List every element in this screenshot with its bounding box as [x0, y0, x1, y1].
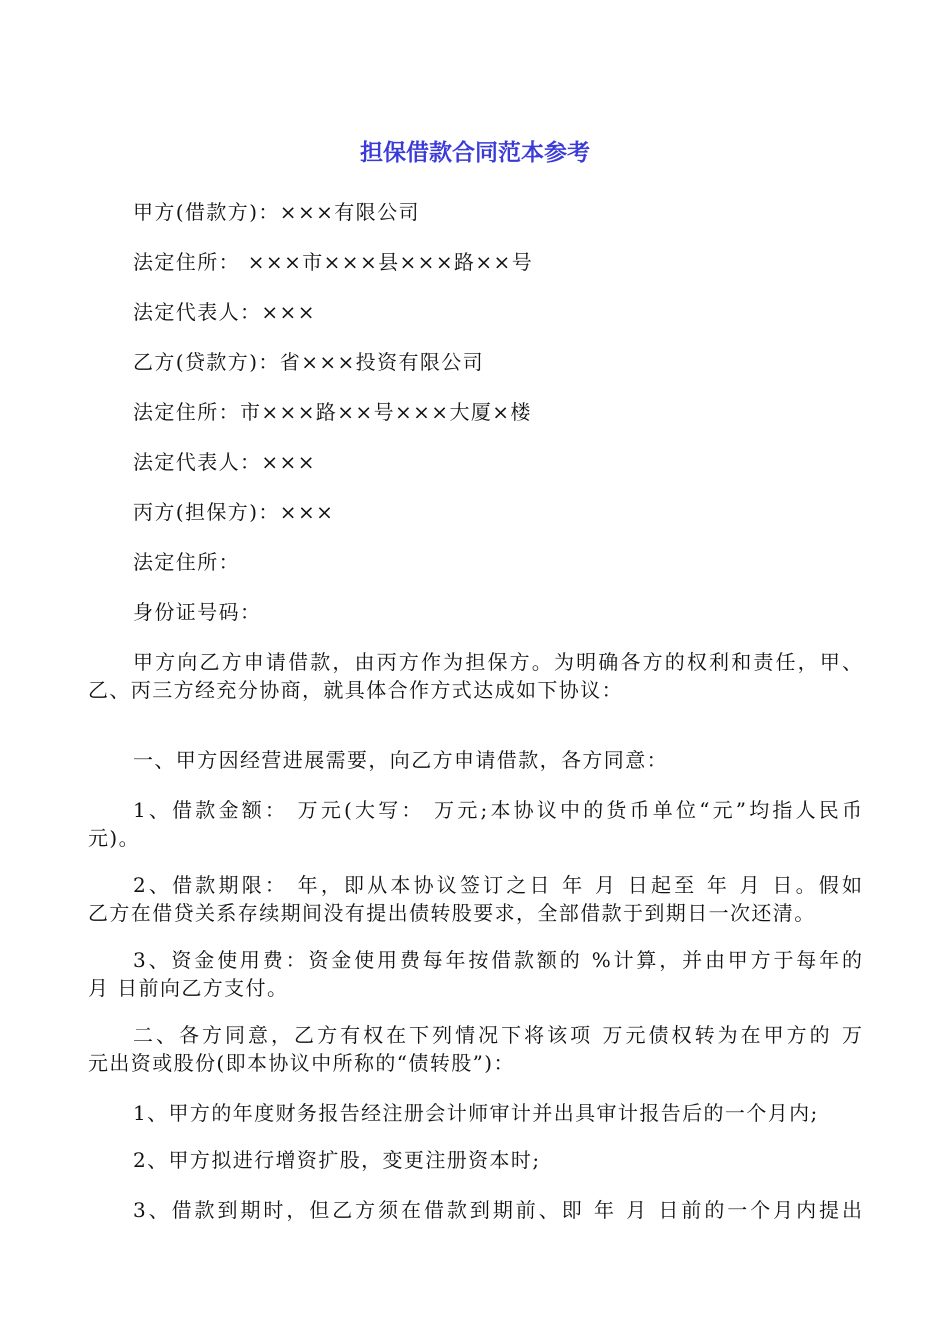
clause-1-item-2-line-1: 2、借款期限： 年，即从本协议签订之日 年 月 日起至 年 月 日。假如	[133, 873, 862, 897]
party-c-address: 法定住所：	[133, 550, 240, 574]
clause-2-heading-line-1: 二、各方同意，乙方有权在下列情况下将该项 万元债权转为在甲方的 万	[133, 1023, 862, 1047]
party-c-id-number: 身份证号码：	[133, 600, 262, 624]
clause-2-heading-line-2: 元出资或股份(即本协议中所称的“债转股”)：	[88, 1051, 515, 1075]
clause-1-item-1-line-1: 1、借款金额： 万元(大写： 万元;本协议中的货币单位“元”均指人民币	[133, 798, 862, 822]
clause-2-item-3: 3、借款到期时，但乙方须在借款到期前、即 年 月 日前的一个月内提出	[133, 1198, 862, 1222]
clause-1-item-2-line-2: 乙方在借贷关系存续期间没有提出债转股要求，全部借款于到期日一次还清。	[88, 901, 816, 925]
preamble-line-2: 乙、丙三方经充分协商，就具体合作方式达成如下协议：	[88, 678, 623, 702]
clause-1-item-3-line-1: 3、资金使用费：资金使用费每年按借款额的 %计算，并由甲方于每年的	[133, 948, 862, 972]
party-a-representative: 法定代表人：×××	[133, 300, 316, 324]
preamble-line-1: 甲方向乙方申请借款，由丙方作为担保方。为明确各方的权利和责任，甲、	[133, 650, 862, 674]
clause-2-item-2: 2、甲方拟进行增资扩股，变更注册资本时;	[133, 1148, 541, 1172]
clause-2-item-1: 1、甲方的年度财务报告经注册会计师审计并出具审计报告后的一个月内;	[133, 1101, 819, 1125]
clause-1-item-1-line-2: 元)。	[88, 826, 141, 850]
clause-1-item-3-line-2: 月 日前向乙方支付。	[88, 976, 289, 1000]
document-title: 担保借款合同范本参考	[360, 140, 590, 166]
clause-1-heading: 一、甲方因经营进展需要，向乙方申请借款，各方同意：	[133, 748, 668, 772]
party-b-address: 法定住所：市×××路××号×××大厦×楼	[133, 400, 532, 424]
party-c-name: 丙方(担保方)：×××	[133, 500, 335, 524]
party-a-address: 法定住所： ×××市×××县×××路××号	[133, 250, 534, 274]
party-b-representative: 法定代表人：×××	[133, 450, 316, 474]
party-a-name: 甲方(借款方)：×××有限公司	[133, 200, 420, 224]
party-b-name: 乙方(贷款方)：省×××投资有限公司	[133, 350, 485, 374]
